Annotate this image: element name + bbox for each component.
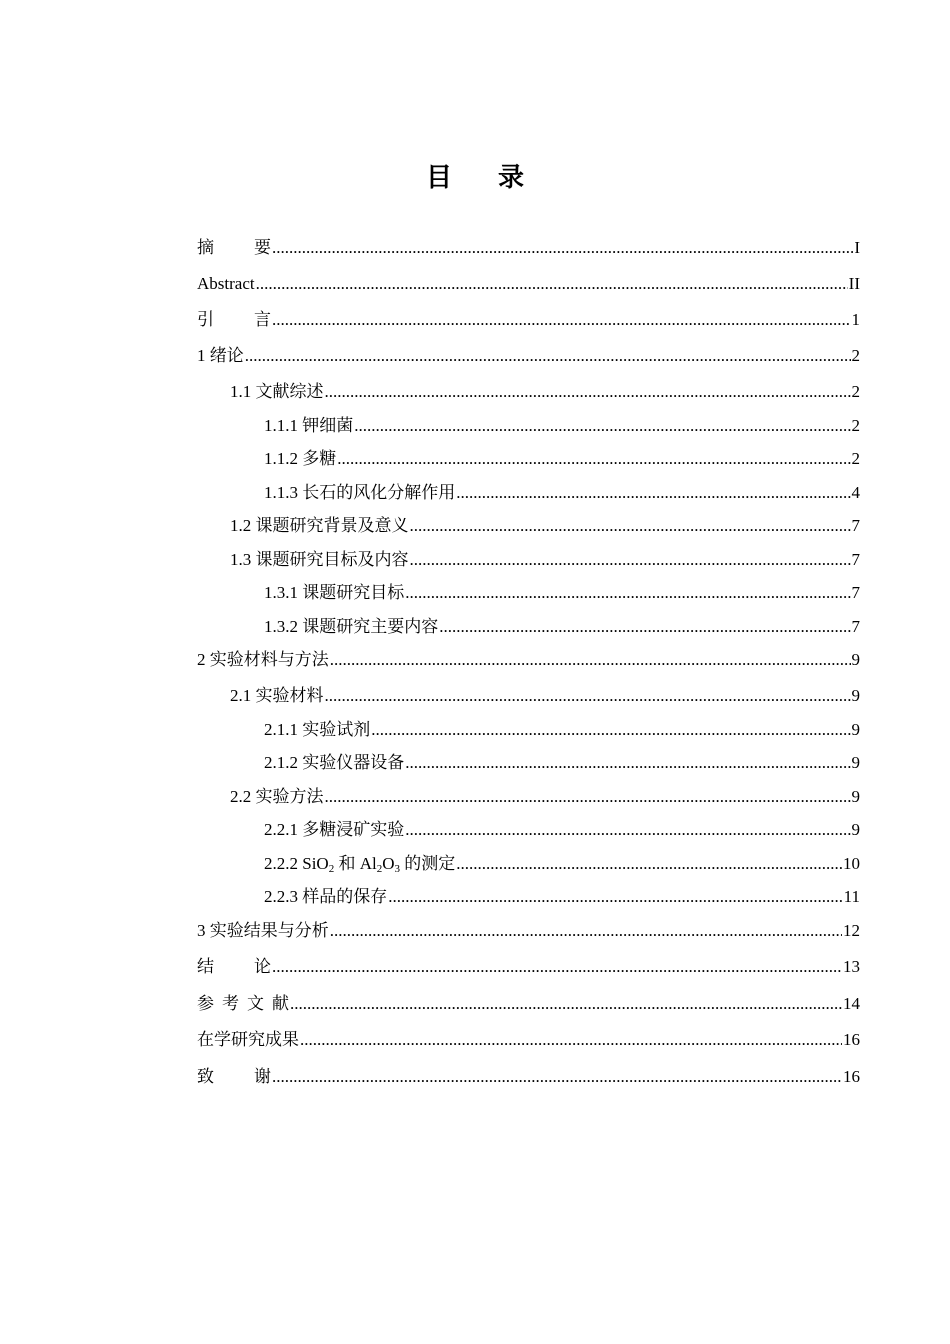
- toc-leader-dots: [456, 852, 842, 876]
- toc-page-number: 2: [851, 449, 860, 468]
- toc-label: 1.3 课题研究目标及内容: [230, 550, 409, 569]
- toc-entry-2-1-1[interactable]: [264, 718, 860, 742]
- toc-entry-abstract-cn[interactable]: [197, 236, 860, 260]
- toc-entry-1-1-1[interactable]: [264, 414, 860, 438]
- toc-label: 1.2 课题研究背景及意义: [230, 516, 409, 535]
- toc-entry-2-2-2[interactable]: [264, 852, 860, 876]
- toc-leader-dots: [354, 414, 850, 438]
- toc-entry-chapter-2[interactable]: [197, 648, 860, 672]
- toc-page-number: 2: [851, 382, 860, 401]
- toc-page-number: 4: [851, 483, 860, 502]
- toc-page-number: 13: [843, 957, 860, 976]
- toc-label: 1.3.1 课题研究目标: [264, 583, 405, 602]
- toc-page-number: 9: [851, 720, 860, 739]
- toc-leader-dots: [410, 548, 851, 572]
- toc-page-number: 11: [843, 887, 860, 906]
- toc-leader-dots: [272, 236, 853, 260]
- toc-page-number: 7: [851, 550, 860, 569]
- toc-page-number: 16: [843, 1067, 860, 1086]
- toc-page-number: 1: [851, 310, 860, 329]
- toc-label: 引 言: [197, 310, 271, 329]
- toc-label: 2 实验材料与方法: [197, 650, 329, 669]
- toc-label: 2.1.1 实验试剂: [264, 720, 371, 739]
- toc-leader-dots: [325, 785, 851, 809]
- toc-entry-1-3-2[interactable]: [264, 615, 860, 639]
- toc-entry-references[interactable]: [197, 992, 860, 1016]
- toc-page-number: 7: [851, 617, 860, 636]
- toc-label: 2.2.1 多糖浸矿实验: [264, 820, 405, 839]
- toc-leader-dots: [388, 885, 842, 909]
- toc-leader-dots: [290, 992, 842, 1016]
- toc-page-number: 12: [843, 921, 860, 940]
- toc-label: 2.1 实验材料: [230, 686, 324, 705]
- toc-page-number: 9: [851, 820, 860, 839]
- toc-entry-2-1-2[interactable]: [264, 751, 860, 775]
- toc-entry-2-2-1[interactable]: [264, 818, 860, 842]
- toc-entry-1-3-1[interactable]: [264, 581, 860, 605]
- toc-label: 2.2 实验方法: [230, 787, 324, 806]
- toc-entry-chapter-3[interactable]: [197, 919, 860, 943]
- toc-label: 2.2.3 样品的保存: [264, 887, 388, 906]
- title-char-1: 目: [425, 163, 452, 193]
- toc-leader-dots: [272, 308, 851, 332]
- toc-page-number: 7: [851, 516, 860, 535]
- toc-leader-dots: [371, 718, 850, 742]
- toc-label: 结 论: [197, 957, 271, 976]
- toc-entry-1-1-3[interactable]: [264, 481, 860, 505]
- toc-label: 1.3.2 课题研究主要内容: [264, 617, 439, 636]
- toc-page-number: 16: [843, 1030, 860, 1049]
- toc-label: 1.1.3 长石的风化分解作用: [264, 483, 456, 502]
- toc-entry-2-2-3[interactable]: [264, 885, 860, 909]
- toc-label: 2.2.2 SiO$_2$ 和 $Al_2O_3$ 的测定: [264, 854, 456, 875]
- toc-entry-2-1[interactable]: [230, 684, 860, 708]
- toc-leader-dots: [325, 684, 851, 708]
- toc-label: 致 谢: [197, 1067, 271, 1086]
- toc-leader-dots: [405, 751, 850, 775]
- toc-leader-dots: [272, 1065, 842, 1089]
- toc-leader-dots: [405, 581, 850, 605]
- page-title: [0, 157, 950, 194]
- toc-page-number: 14: [843, 994, 860, 1013]
- toc-entry-2-2[interactable]: [230, 785, 860, 809]
- toc-label: 2.1.2 实验仪器设备: [264, 753, 405, 772]
- toc-label: 1.1 文献综述: [230, 382, 324, 401]
- toc-leader-dots: [330, 648, 851, 672]
- toc-leader-dots: [410, 514, 851, 538]
- toc-page-number: 7: [851, 583, 860, 602]
- toc-entry-chapter-1[interactable]: [197, 344, 860, 368]
- toc-page-number: 9: [851, 650, 860, 669]
- toc-leader-dots: [256, 272, 848, 296]
- toc-label: Abstract: [197, 274, 255, 293]
- toc-page-number: 9: [851, 686, 860, 705]
- toc-entry-achievements[interactable]: [197, 1028, 860, 1052]
- toc-entry-1-1[interactable]: [230, 380, 860, 404]
- toc-page-number: 2: [851, 416, 860, 435]
- toc-entry-conclusion[interactable]: [197, 955, 860, 979]
- toc-leader-dots: [337, 447, 850, 471]
- toc-leader-dots: [325, 380, 851, 404]
- toc-leader-dots: [300, 1028, 842, 1052]
- toc-entry-1-1-2[interactable]: [264, 447, 860, 471]
- toc-entry-thanks[interactable]: [197, 1065, 860, 1089]
- toc-leader-dots: [405, 818, 850, 842]
- toc-leader-dots: [245, 344, 851, 368]
- toc-page-number: 9: [851, 753, 860, 772]
- toc-label: 3 实验结果与分析: [197, 921, 329, 940]
- toc-label: 在学研究成果: [197, 1030, 299, 1049]
- toc-entry-preface[interactable]: [197, 308, 860, 332]
- toc-entry-abstract-en[interactable]: [197, 272, 860, 296]
- toc-label: 参 考 文 献: [197, 994, 289, 1013]
- toc-entry-1-2[interactable]: [230, 514, 860, 538]
- toc-page-number: I: [854, 238, 860, 257]
- toc-leader-dots: [272, 955, 842, 979]
- toc-page-number: II: [848, 274, 860, 293]
- toc-page-number: 2: [851, 346, 860, 365]
- toc-page-number: 9: [851, 787, 860, 806]
- toc-leader-dots: [330, 919, 842, 943]
- toc-leader-dots: [439, 615, 850, 639]
- title-char-2: 录: [498, 163, 525, 193]
- toc-label: 摘 要: [197, 238, 271, 257]
- toc-entry-1-3[interactable]: [230, 548, 860, 572]
- toc-label: 1.1.2 多糖: [264, 449, 337, 468]
- toc-leader-dots: [456, 481, 850, 505]
- toc-label: 1 绪论: [197, 346, 244, 365]
- toc-label: 1.1.1 钾细菌: [264, 416, 354, 435]
- toc-page-number: 10: [843, 854, 860, 873]
